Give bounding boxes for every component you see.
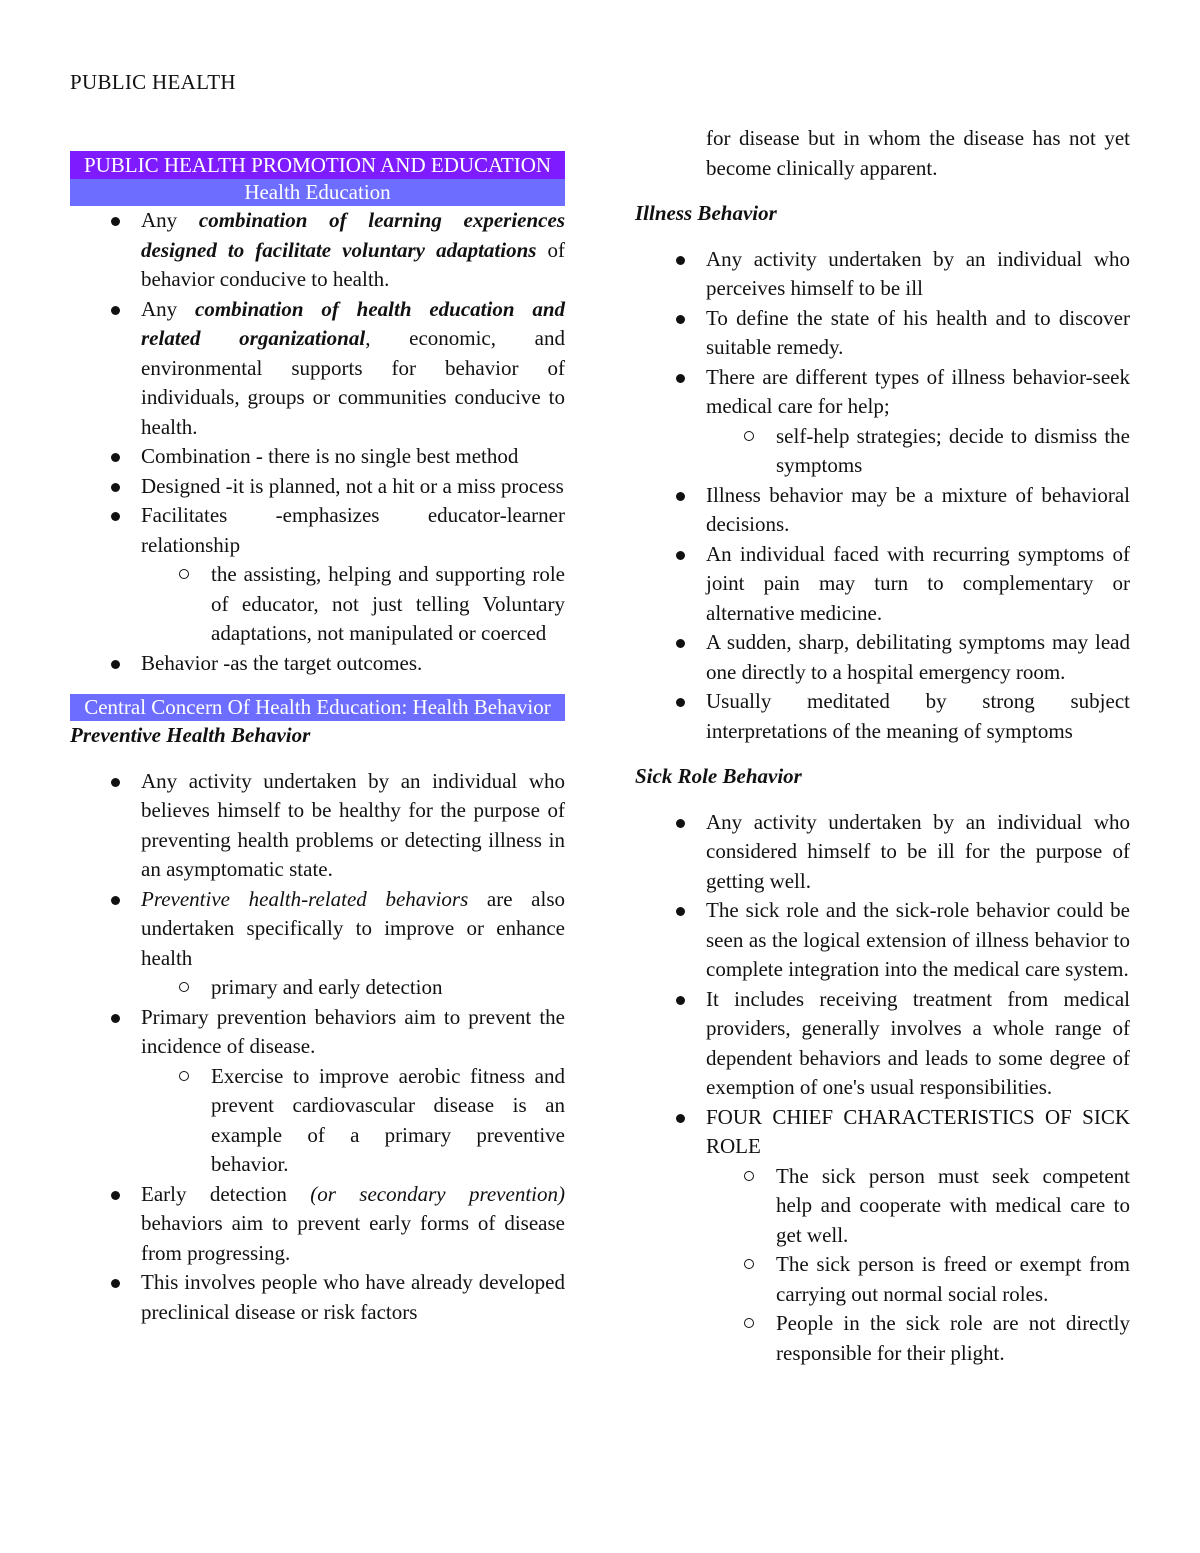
bullet-icon <box>111 778 120 787</box>
bullet-icon <box>111 1014 120 1023</box>
section-title-illness: Illness Behavior <box>635 201 777 225</box>
list-item: Designed -it is planned, not a hit or a miss process <box>70 472 565 502</box>
list-item: Any activity undertaken by an individual who perceives himself to be ill <box>635 245 1130 304</box>
list-item: Illness behavior may be a mixture of behavioral decisions. <box>635 481 1130 540</box>
list-item: Any activity undertaken by an individual who considered himself to be ill for the purpose of getting well. <box>635 808 1130 897</box>
list-item: There are different types of illness behavior-seek medical care for help; <box>635 363 1130 422</box>
bullet-icon <box>676 819 685 828</box>
list-item: A sudden, sharp, debilitating symptoms may lead one directly to a hospital emergency room. <box>635 628 1130 687</box>
sub-bullet-icon <box>179 569 189 579</box>
list-item: Behavior -as the target outcomes. <box>70 649 565 679</box>
list-item: Facilitates -emphasizes educator-learner relationship <box>70 501 565 560</box>
sub-bullet-icon <box>744 1259 754 1269</box>
bullet-icon <box>111 217 120 226</box>
sub-bullet-icon <box>744 1318 754 1328</box>
list-item: Combination - there is no single best method <box>70 442 565 472</box>
sick-role-list <box>635 808 1130 1162</box>
list-item: The sick role and the sick-role behavior could be seen as the logical extension of illness behavior to complete integration into the medical care system. <box>635 896 1130 985</box>
bullet-icon <box>676 907 685 916</box>
bullet-icon <box>111 660 120 669</box>
sub-list-item: the assisting, helping and supporting role of educator, not just telling Voluntary adaptations, not manipulated or coerced <box>70 560 565 649</box>
list-item: Any combination of health education and related organizational, economic, and environmental supports for behavior of individuals, groups or communities conducive to health. <box>70 295 565 443</box>
right-column <box>635 124 1130 1368</box>
illness-list-2 <box>635 481 1130 747</box>
facilitates-sublist <box>70 560 565 649</box>
list-item: Early detection (or secondary prevention) behaviors aim to prevent early forms of disease from progressing. <box>70 1180 565 1269</box>
list-item: Any activity undertaken by an individual who believes himself to be healthy for the purpose of preventing health problems or detecting illness in an asymptomatic state. <box>70 767 565 885</box>
bullet-icon <box>676 551 685 560</box>
bullet-icon <box>676 374 685 383</box>
illness-sublist <box>635 422 1130 481</box>
sick-role-characteristics <box>635 1162 1130 1369</box>
sub-list-item: self-help strategies; decide to dismiss the symptoms <box>635 422 1130 481</box>
preventive-sublist-1 <box>70 973 565 1003</box>
list-item: FOUR CHIEF CHARACTERISTICS OF SICK ROLE <box>635 1103 1130 1162</box>
illness-list <box>635 245 1130 422</box>
bullet-icon <box>676 639 685 648</box>
sub-list-item: People in the sick role are not directly responsible for their plight. <box>635 1309 1130 1368</box>
bullet-icon <box>111 453 120 462</box>
bullet-icon <box>676 492 685 501</box>
section-title-sick-role: Sick Role Behavior <box>635 764 802 788</box>
sub-bullet-icon <box>179 1071 189 1081</box>
bullet-icon <box>676 698 685 707</box>
bullet-icon <box>676 315 685 324</box>
bullet-icon <box>676 996 685 1005</box>
page-header-title: PUBLIC HEALTH <box>70 70 236 94</box>
sub-bullet-icon <box>179 982 189 992</box>
list-item: Preventive health-related behaviors are also undertaken specifically to improve or enhance health <box>70 885 565 974</box>
sub-list-item: primary and early detection <box>70 973 565 1003</box>
list-item: Primary prevention behaviors aim to prevent the incidence of disease. <box>70 1003 565 1062</box>
behavior-list <box>70 649 565 679</box>
continuation-block <box>635 124 1130 183</box>
list-item: Usually meditated by strong subject interpretations of the meaning of symptoms <box>635 687 1130 746</box>
bullet-icon <box>111 483 120 492</box>
list-item: This involves people who have already developed preclinical disease or risk factors <box>70 1268 565 1327</box>
list-item: To define the state of his health and to discover suitable remedy. <box>635 304 1130 363</box>
bullet-icon <box>111 512 120 521</box>
preventive-list-2 <box>70 1003 565 1062</box>
bullet-icon <box>676 256 685 265</box>
bullet-icon <box>111 1279 120 1288</box>
sub-list-item: Exercise to improve aerobic fitness and prevent cardiovascular disease is an example of a primary preventive behavior. <box>70 1062 565 1180</box>
list-item: An individual faced with recurring symptoms of joint pain may turn to complementary or alternative medicine. <box>635 540 1130 629</box>
bullet-icon <box>676 1114 685 1123</box>
list-item-continued: for disease but in whom the disease has not yet become clinically apparent. <box>706 126 1130 180</box>
sub-bullet-icon <box>744 431 754 441</box>
bullet-icon <box>111 1191 120 1200</box>
bullet-icon <box>111 306 120 315</box>
preventive-sublist-2 <box>70 1062 565 1180</box>
section-banner-central-concern: Central Concern Of Health Education: Health Behavior <box>70 694 565 721</box>
bullet-icon <box>111 896 120 905</box>
health-education-list <box>70 206 565 560</box>
left-column <box>70 151 565 1327</box>
list-item: Any combination of learning experiences designed to facilitate voluntary adaptations of behavior conducive to health. <box>70 206 565 295</box>
sub-list-item: The sick person is freed or exempt from carrying out normal social roles. <box>635 1250 1130 1309</box>
section-title-preventive: Preventive Health Behavior <box>70 723 311 747</box>
section-banner-main: PUBLIC HEALTH PROMOTION AND EDUCATION <box>70 151 565 179</box>
list-item: It includes receiving treatment from medical providers, generally involves a whole range of dependent behaviors and leads to some degree of exemption of one's usual responsibilities. <box>635 985 1130 1103</box>
sub-list-item: The sick person must seek competent help and cooperate with medical care to get well. <box>635 1162 1130 1251</box>
preventive-list-3 <box>70 1180 565 1328</box>
sub-bullet-icon <box>744 1171 754 1181</box>
preventive-list <box>70 767 565 974</box>
section-banner-health-education: Health Education <box>70 179 565 206</box>
